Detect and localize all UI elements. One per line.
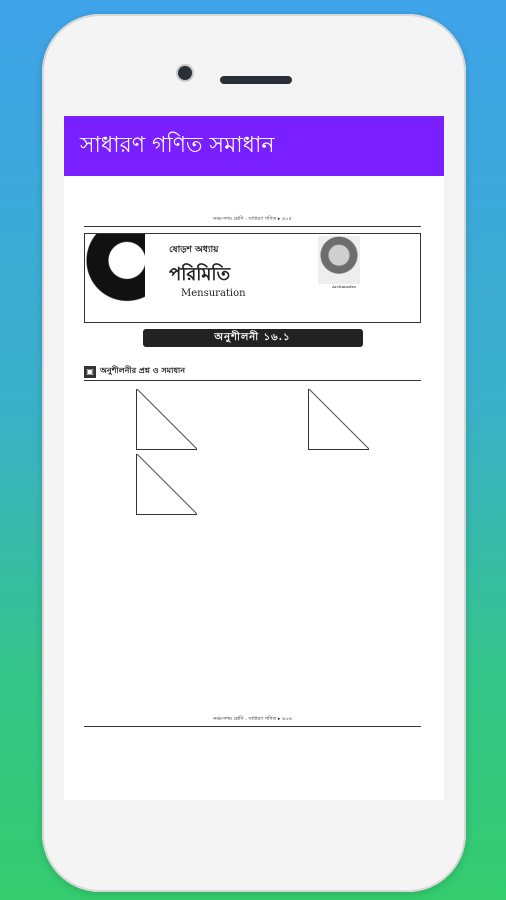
earpiece-speaker bbox=[220, 76, 292, 84]
right-column bbox=[257, 385, 422, 519]
app-screen bbox=[64, 116, 444, 800]
triangle-figure bbox=[308, 389, 369, 450]
chapter-title: পরিমিতি bbox=[169, 264, 231, 285]
phone-frame bbox=[42, 14, 466, 892]
chapter-label: ষোড়শ অধ্যায় bbox=[169, 245, 219, 255]
reader-icon: ▣ bbox=[84, 366, 96, 378]
next-page-running-head: নবম-দশম শ্রেণি : সাধারণ গণিত ▸ ৪০৬ bbox=[84, 716, 421, 727]
book-page-image[interactable] bbox=[84, 216, 421, 736]
portrait-image bbox=[318, 236, 360, 284]
triangle-figure bbox=[136, 454, 197, 515]
section-title: অনুশীলনীর প্রশ্ন ও সমাধান bbox=[100, 365, 186, 375]
left-column bbox=[84, 385, 249, 519]
front-camera bbox=[178, 66, 192, 80]
app-bar bbox=[64, 116, 444, 176]
running-head: নবম-দশম শ্রেণি : সাধারণ গণিত ▸ ৪০৫ bbox=[84, 216, 421, 227]
app-title: সাধারণ গণিত সমাধান bbox=[80, 132, 275, 158]
exercise-title-bar: অনুশীলনী ১৬.১ bbox=[143, 329, 363, 347]
triangle-figure bbox=[136, 389, 197, 450]
chapter-subtitle: Mensuration bbox=[181, 288, 246, 299]
swirl-decoration bbox=[85, 234, 145, 322]
solution-columns bbox=[84, 385, 421, 519]
chapter-banner bbox=[84, 233, 421, 323]
portrait-caption: Archimedes bbox=[331, 284, 356, 289]
section-header bbox=[84, 365, 421, 381]
